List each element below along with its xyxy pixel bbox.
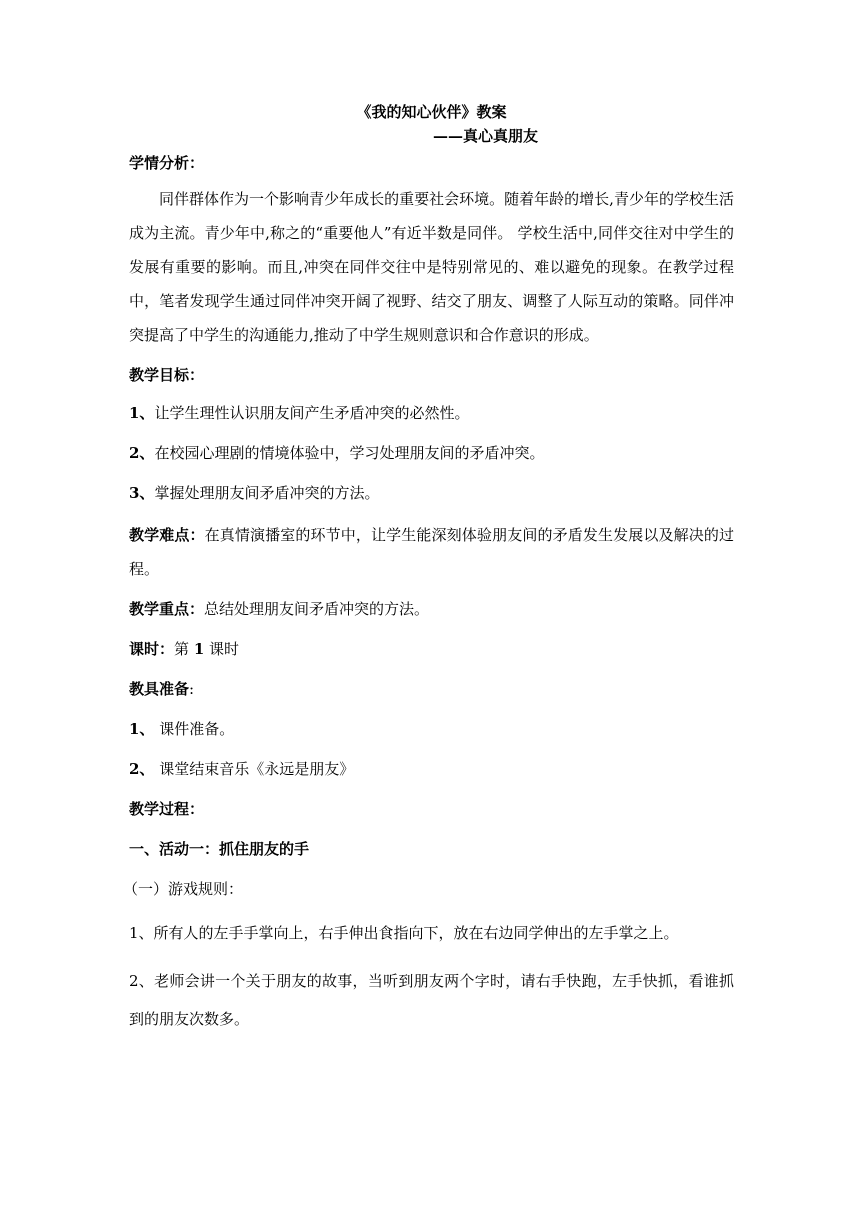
goal-item <box>129 438 734 468</box>
document-subtitle: ——真心真朋友 <box>432 127 538 145</box>
period-number: 1 <box>193 640 205 658</box>
tool-item <box>129 754 734 784</box>
goal-text: 让学生理性认识朋友间产生矛盾冲突的必然性。 <box>154 404 470 422</box>
period-pre: 第 <box>174 640 190 658</box>
tools-heading-text: 教具准备 <box>129 680 190 698</box>
activity-heading: 一、活动一：抓住朋友的手 <box>129 840 310 858</box>
document-title: 《我的知心伙伴》教案 <box>356 103 507 121</box>
document-body <box>123 100 734 1048</box>
difficulty-label: 教学难点： <box>129 526 205 544</box>
period-line <box>129 634 734 664</box>
rule-item: 2、老师会讲一个关于朋友的故事，当听到朋友两个字时，请右手快跑，左手快抓，看谁抓到的朋友次数多。 <box>129 972 734 1028</box>
goal-item <box>129 478 734 508</box>
tool-text: 课件准备。 <box>159 720 235 738</box>
tool-number: 2、 <box>129 760 155 778</box>
key-label: 教学重点： <box>129 600 205 618</box>
key-text: 总结处理朋友间矛盾冲突的方法。 <box>204 600 430 618</box>
tools-heading-colon: : <box>189 680 195 698</box>
goal-text: 掌握处理朋友间矛盾冲突的方法。 <box>154 484 380 502</box>
goal-number: 1、 <box>129 404 155 422</box>
analysis-paragraph: 同伴群体作为一个影响青少年成长的重要社会环境。随着年龄的增长,青少年的学校生活成为主流。青少年中,称之的“重要他人”有近半数是同伴。 学校生活中,同伴交往对中学生的发展有重要的影响。而且,冲突在同伴交往中是特别常见的、难以避免的现象。在教学过程中，笔者发现学生通过同伴冲突开阔了视野、结交了朋友、调整了人际互动的策略。同伴冲突提高了中学生的沟通能力,推动了中学生规则意识和合作意识的形成。 <box>129 190 734 344</box>
analysis-heading: 学情分析： <box>129 154 205 172</box>
difficulty-text: 在真情演播室的环节中，让学生能深刻体验朋友间的矛盾发生发展以及解决的过程。 <box>129 526 734 578</box>
rules-heading: （一）游戏规则： <box>123 880 244 898</box>
tool-item <box>129 714 734 744</box>
goal-item <box>129 398 734 428</box>
key-paragraph <box>129 594 734 624</box>
process-heading: 教学过程： <box>129 800 205 818</box>
difficulty-paragraph <box>129 518 734 586</box>
rule-item: 1、所有人的左手手掌向上，右手伸出食指向下，放在右边同学伸出的左手掌之上。 <box>129 924 679 942</box>
tool-number: 1、 <box>129 720 155 738</box>
tool-text: 课堂结束音乐《永远是朋友》 <box>159 760 355 778</box>
period-label: 课时： <box>129 640 175 658</box>
period-post: 课时 <box>209 640 240 658</box>
goal-number: 2、 <box>129 444 155 462</box>
goal-number: 3、 <box>129 484 155 502</box>
goal-text: 在校园心理剧的情境体验中，学习处理朋友间的矛盾冲突。 <box>154 444 545 462</box>
goals-heading: 教学目标： <box>129 366 205 384</box>
tools-heading <box>129 674 734 704</box>
